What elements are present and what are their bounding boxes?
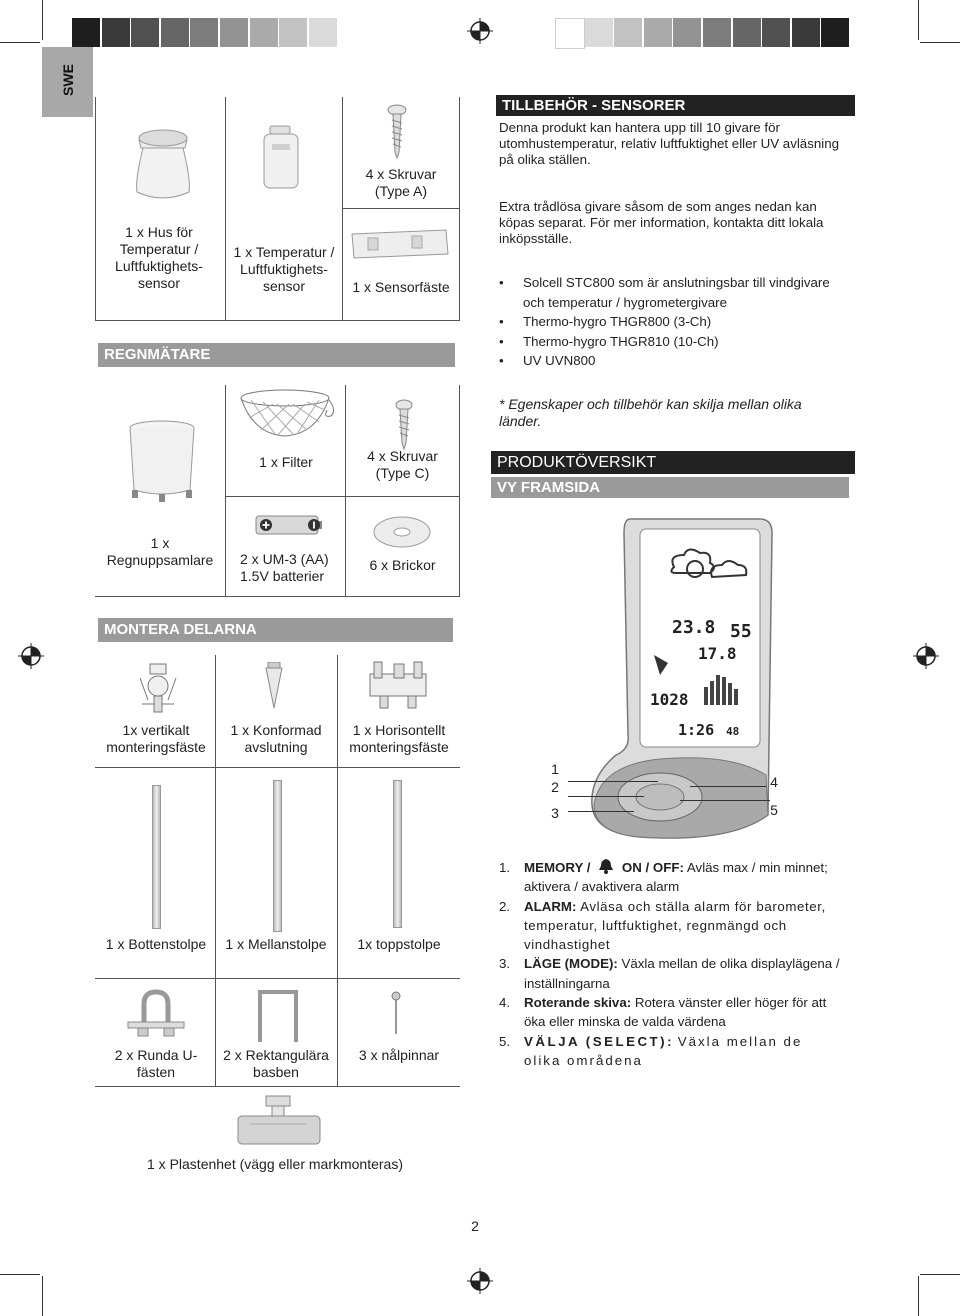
conical-end-icon — [262, 662, 286, 710]
language-tab-label: SWE — [60, 64, 76, 96]
list-item: • Thermo-hygro THGR800 (3-Ch) — [499, 312, 849, 332]
button-function-list — [499, 858, 845, 1070]
screw-type-c-icon — [392, 399, 416, 451]
filter-icon — [237, 388, 339, 442]
list-item: 5. VÄLJA (SELECT): Växla mellan de olika områdena — [499, 1033, 803, 1068]
plastic-unit-label: 1 x Plastenhet (vägg eller markmonteras) — [147, 1156, 403, 1172]
registration-mark-icon — [913, 643, 939, 669]
screw-type-a-label: 4 x Skruvar (Type A) — [365, 166, 437, 199]
filter-label: 1 x Filter — [259, 454, 313, 470]
bell-icon — [597, 858, 615, 874]
color-swatch — [762, 18, 790, 47]
registration-mark-icon — [18, 643, 44, 669]
color-swatch — [733, 18, 761, 47]
color-swatch — [673, 18, 701, 47]
page-number: 2 — [471, 1218, 479, 1234]
color-calibration-strip-right — [555, 18, 885, 47]
color-swatch — [585, 18, 613, 47]
color-swatch — [190, 18, 218, 47]
registration-mark-icon — [467, 18, 493, 44]
color-swatch — [821, 18, 849, 47]
display-temperature: 23.8 — [672, 617, 716, 638]
middle-pole-icon — [273, 780, 282, 932]
temperature-sensor-icon — [258, 124, 306, 190]
washers-label: 6 x Brickor — [369, 557, 436, 573]
rectangular-base-icon — [250, 986, 306, 1044]
vertical-mount-label: 1x vertikalt monteringsfäste — [106, 722, 206, 755]
rain-collector-icon — [120, 418, 204, 504]
plastic-unit-icon — [236, 1094, 322, 1148]
color-calibration-strip-left — [72, 18, 338, 47]
display-pressure: 1028 — [650, 690, 689, 709]
screw-type-c-label: 4 x Skruvar (Type C) — [367, 448, 438, 481]
color-swatch — [309, 18, 337, 47]
bottom-pole-label: 1 x Bottenstolpe — [105, 936, 207, 952]
list-item: 1. MEMORY / ON / OFF: Avläs max / min minnet; aktivera / avaktivera alarm — [499, 860, 828, 895]
list-item: • Thermo-hygro THGR810 (10-Ch) — [499, 332, 849, 352]
list-item: 3. LÄGE (MODE): Växla mellan de olika displaylägena / inställningarna — [499, 956, 840, 991]
display-time: 1:26 — [678, 721, 715, 739]
top-pole-icon — [393, 780, 402, 928]
top-pole-label: 1x toppstolpe — [357, 936, 441, 952]
callout-1: 1 — [551, 761, 559, 777]
needle-pin-icon — [388, 990, 404, 1036]
assembly-heading: MONTERA DELARNA — [98, 618, 453, 642]
callout-5: 5 — [770, 802, 778, 818]
callout-4: 4 — [770, 774, 778, 790]
sensor-bullet-list — [499, 273, 849, 371]
screw-type-a-icon — [384, 104, 410, 160]
washer-icon — [372, 515, 432, 549]
callout-3: 3 — [551, 805, 559, 821]
front-view-heading: VY FRAMSIDA — [491, 477, 849, 498]
color-swatch — [555, 18, 585, 49]
list-item: • Solcell STC800 som är anslutningsbar till vindgivare och temperatur / hygrometergivare — [499, 273, 849, 312]
color-swatch — [250, 18, 278, 47]
display-humidity: 55 — [730, 621, 752, 642]
list-item: 2. ALARM: Avläsa och ställa alarm för barometer, temperatur, luftfuktighet, regnmängd och vindhastighet — [499, 898, 826, 953]
conical-end-label: 1 x Konformad avslutning — [230, 722, 322, 755]
accessories-heading: TILLBEHÖR - SENSORER — [496, 95, 855, 116]
rain-gauge-heading: REGNMÄTARE — [98, 343, 455, 367]
rain-collector-label: 1 x Regnuppsamlare — [106, 535, 214, 568]
accessories-intro: Denna produkt kan hantera upp till 10 givare för utomhustemperatur, relativ luftfuktighet eller UV avläsning på olika ställen. — [499, 120, 839, 167]
color-swatch — [72, 18, 100, 47]
language-tab — [42, 47, 93, 117]
color-swatch — [792, 18, 820, 47]
rectangular-base-label: 2 x Rektangulära basben — [223, 1047, 329, 1080]
color-swatch — [279, 18, 307, 47]
sensor-housing-icon — [123, 120, 203, 202]
list-item: • UV UVN800 — [499, 351, 849, 371]
sensor-bracket-label: 1 x Sensorfäste — [352, 279, 450, 295]
color-swatch — [102, 18, 130, 47]
temperature-sensor-label: 1 x Temperatur / Luftfuktighets-sensor — [233, 244, 335, 294]
product-overview-heading: PRODUKTÖVERSIKT — [491, 451, 855, 474]
country-note: * Egenskaper och tillbehör kan skilja mellan olika länder. — [499, 396, 802, 429]
battery-icon — [252, 512, 326, 538]
batteries-label: 2 x UM-3 (AA) 1.5V batterier — [240, 551, 329, 584]
color-swatch — [220, 18, 248, 47]
color-swatch — [644, 18, 672, 47]
display-seconds: 48 — [726, 725, 740, 738]
color-swatch — [614, 18, 642, 47]
accessories-extra: Extra trådlösa givare såsom de som anges nedan kan köpas separat. För mer information, kontakta ditt lokala inköpsställe. — [499, 199, 824, 246]
sensor-bracket-icon — [348, 226, 452, 266]
needle-pin-label: 3 x nålpinnar — [358, 1047, 440, 1063]
u-bracket-label: 2 x Runda U-fästen — [114, 1047, 198, 1080]
color-swatch — [161, 18, 189, 47]
horizontal-mount-icon — [360, 660, 436, 710]
u-bracket-icon — [124, 988, 188, 1040]
bottom-pole-icon — [152, 785, 161, 929]
display-wind: 17.8 — [698, 644, 737, 663]
sensor-housing-label: 1 x Hus för Temperatur / Luftfuktighets-sensor — [115, 224, 203, 291]
middle-pole-label: 1 x Mellanstolpe — [225, 936, 327, 952]
list-item: 4. Roterande skiva: Rotera vänster eller höger för att öka eller minska de valda värdena — [499, 995, 827, 1030]
registration-mark-icon — [467, 1268, 493, 1294]
color-swatch — [703, 18, 731, 47]
callout-2: 2 — [551, 779, 559, 795]
color-swatch — [131, 18, 159, 47]
vertical-mount-icon — [128, 660, 188, 716]
horizontal-mount-label: 1 x Horisontellt monteringsfäste — [349, 722, 449, 755]
